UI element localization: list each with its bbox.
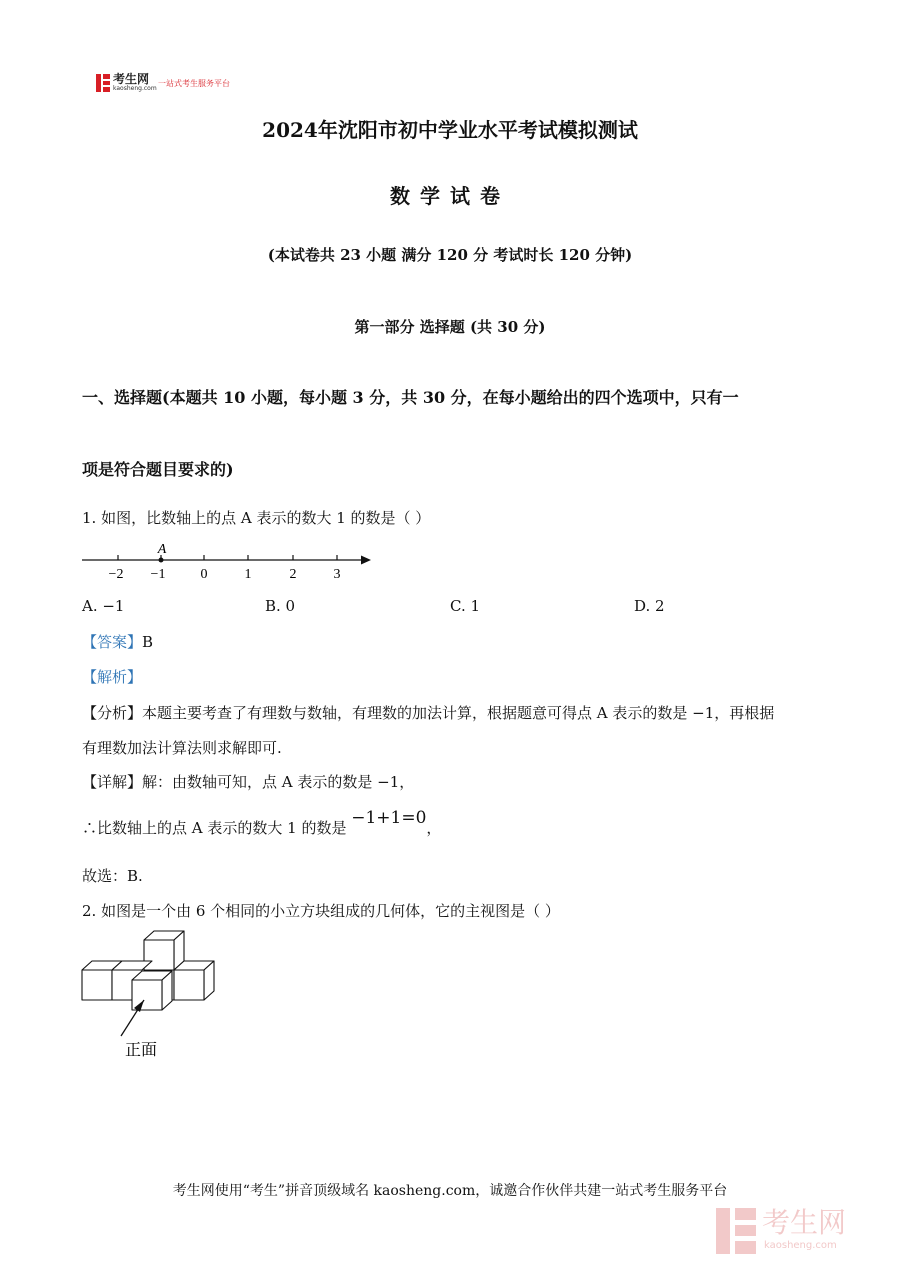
question-1-stem: 1. 如图，比数轴上的点 A 表示的数大 1 的数是（ ） [82,509,431,527]
fenxi-line-2: 有理数加法计算法则求解即可. [82,739,282,757]
point-a-dot [159,558,164,563]
part-title: 第一部分 选择题 (共 30 分) [354,318,546,336]
logo-domain: kaosheng.com [113,85,157,92]
section-heading-line1: 一、选择题(本题共 10 小题，每小题 3 分，共 30 分，在每小题给出的四个选项中，只有一 [82,388,739,407]
cube-face [82,970,112,1000]
fenxi-line-1 [82,703,774,723]
question-2-stem: 2. 如图是一个由 6 个相同的小立方块组成的几何体，它的主视图是（ ） [82,902,560,920]
number-line-figure [78,538,378,586]
xiangjie-tag: 【详解】 [82,773,143,791]
therefore-text: ∴比数轴上的点 A 表示的数大 1 的数是 [82,819,347,837]
tick-label: −1 [150,567,166,582]
watermark [716,1206,886,1256]
footer-text: 考生网使用“考生”拼音顶级域名 kaosheng.com，诚邀合作伙伴共建一站式考生服务平台 [172,1183,728,1199]
cube-solid-figure [78,928,218,1060]
xiangjie-text: 解：由数轴可知，点 A 表示的数是 −1， [142,773,415,791]
number-line-arrow-icon [361,556,371,565]
logo-slogan: 一站式考生服务平台 [158,79,230,88]
answer-row [82,632,153,652]
tick-label: 0 [200,567,208,582]
xiangjie-line [82,772,414,792]
front-label: 正面 [125,1040,158,1059]
section-heading-line2: 项是符合题目要求的) [82,460,234,479]
cube-face [132,980,162,1010]
tick-label: 3 [333,567,341,582]
exam-title: 2024年沈阳市初中学业水平考试模拟测试 [262,118,638,142]
analysis-tag: 【解析】 [82,668,143,686]
answer-tag: 【答案】 [82,633,143,651]
option-c: C. 1 [450,597,481,615]
option-a: A. −1 [82,597,125,615]
exam-subtitle: 数学试卷 [390,184,510,208]
conclusion: 故选：B. [82,867,143,885]
therefore-formula: −1+1=0 [351,808,427,828]
exam-note: (本试卷共 23 小题 满分 120 分 考试时长 120 分钟) [267,246,633,264]
watermark-brand: 考生网 [762,1206,847,1239]
cube-face [144,940,174,970]
therefore-line [82,808,442,838]
option-b: B. 0 [265,597,296,615]
answer-value: B [142,633,154,651]
fenxi-tag: 【分析】 [82,704,143,722]
fenxi-text: 本题主要考查了有理数与数轴，有理数的加法计算，根据题意可得点 A 表示的数是 −1，再根据 [142,704,775,722]
tick-label: 2 [289,567,297,582]
logo-brand: 考生网 [113,72,150,86]
option-d: D. 2 [634,597,665,615]
cube-face [174,970,204,1000]
kaosheng-logo-icon [96,74,110,92]
watermark-domain: kaosheng.com [764,1240,837,1251]
tick-label: 1 [244,567,252,582]
point-a-label: A [157,542,167,557]
watermark-logo-icon [716,1208,756,1254]
therefore-tail: ， [426,819,442,837]
tick-label: −2 [108,567,124,582]
site-logo [96,72,266,96]
